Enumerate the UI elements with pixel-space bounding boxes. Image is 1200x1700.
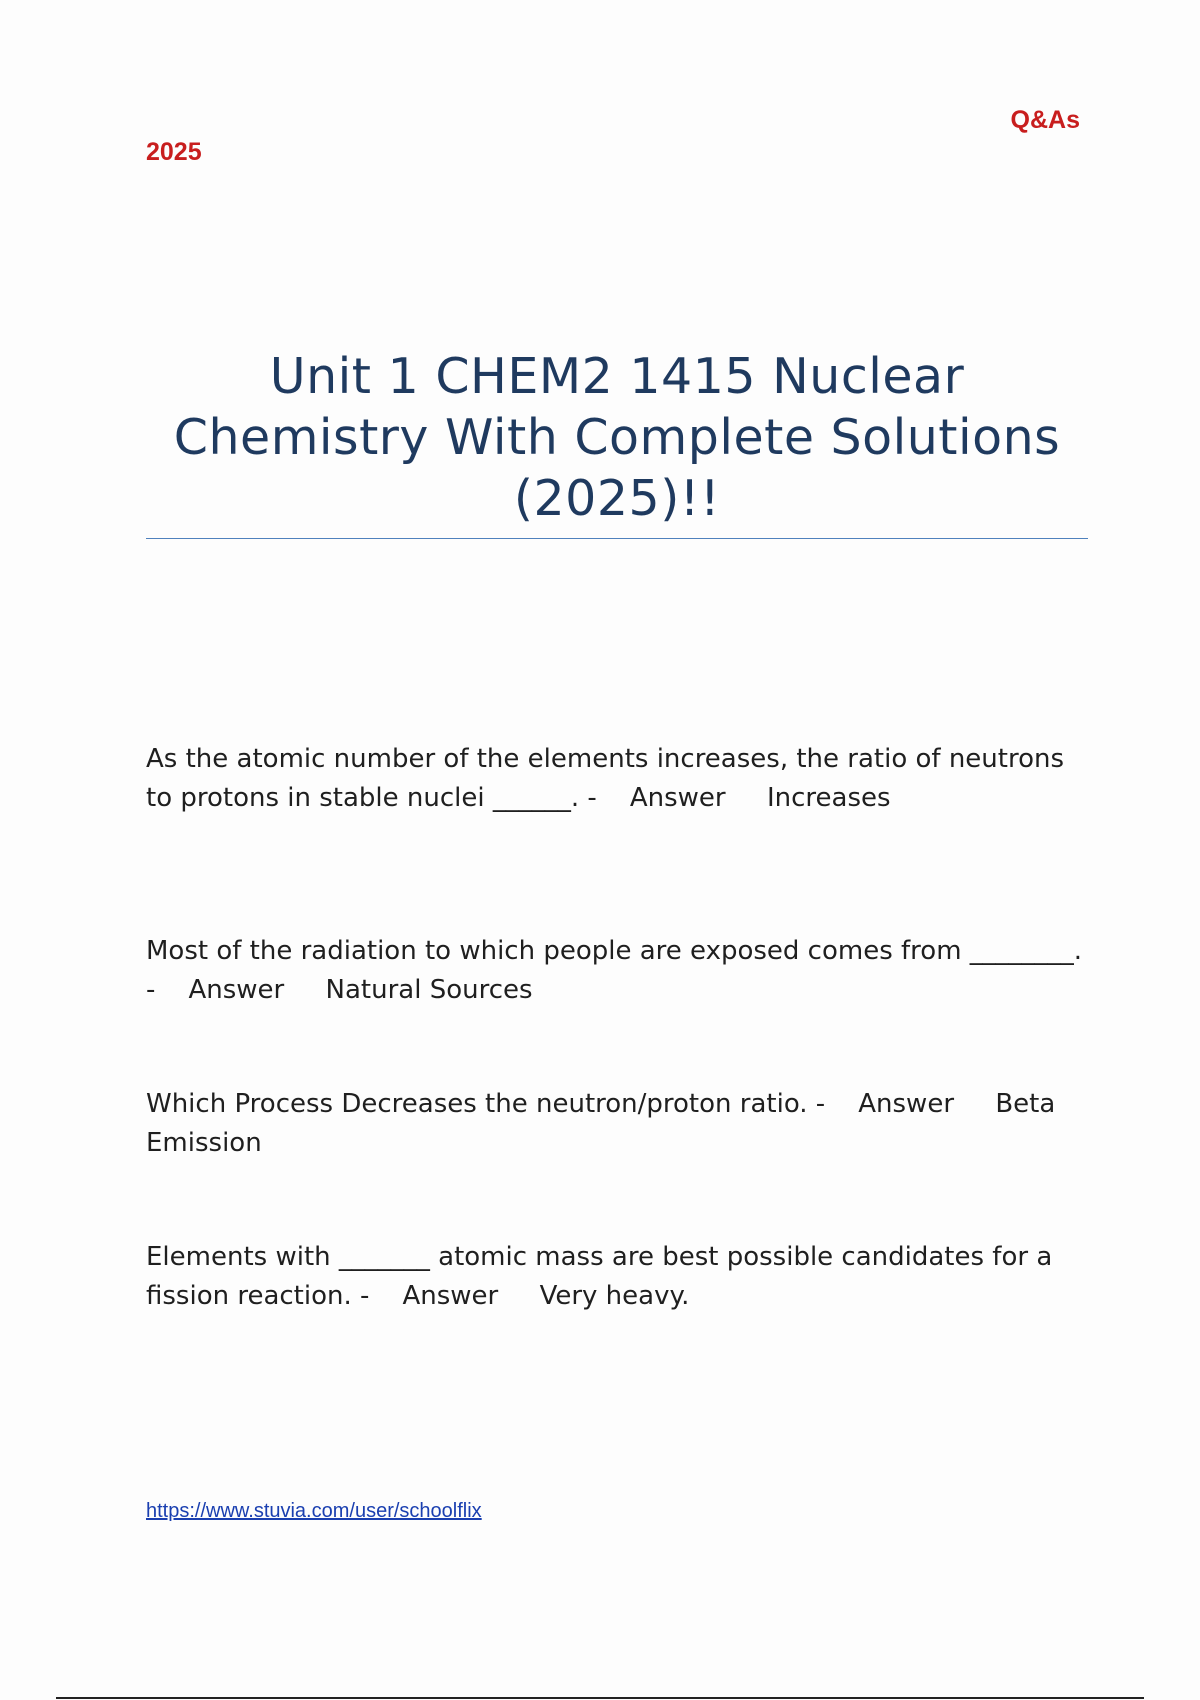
answer-label: Answer bbox=[858, 1089, 955, 1119]
qa-item bbox=[146, 932, 1091, 1009]
answer-label: Answer bbox=[188, 974, 285, 1005]
answer-text: Beta Emission bbox=[146, 1089, 1064, 1158]
question-text: Which Process Decreases the neutron/proton ratio. - bbox=[146, 1089, 826, 1119]
answer-label: Answer bbox=[402, 1280, 499, 1311]
answer-text: Very heavy. bbox=[539, 1280, 690, 1311]
question-text: Elements with _______ atomic mass are best possible candidates for a fission reaction. - bbox=[146, 1242, 1061, 1311]
qa-item bbox=[146, 1238, 1086, 1315]
header-year: 2025 bbox=[146, 138, 202, 166]
answer-text: Increases bbox=[766, 782, 891, 813]
qa-item bbox=[146, 1085, 1086, 1162]
answer-text: Natural Sources bbox=[325, 974, 533, 1005]
question-text: Most of the radiation to which people are exposed comes from ________. - bbox=[146, 936, 1091, 1005]
title-divider bbox=[146, 538, 1088, 539]
question-text: As the atomic number of the elements increases, the ratio of neutrons to protons in stable nuclei ______. - bbox=[146, 744, 1073, 813]
footer-link[interactable]: https://www.stuvia.com/user/schoolflix bbox=[146, 1500, 482, 1522]
document-title: Unit 1 CHEM2 1415 Nuclear Chemistry With Complete Solutions (2025)!! bbox=[173, 348, 1061, 527]
header-tag: Q&As bbox=[1010, 106, 1080, 134]
page-bottom-rule bbox=[56, 1697, 1144, 1699]
answer-label: Answer bbox=[629, 782, 726, 813]
qa-item bbox=[146, 740, 1086, 817]
